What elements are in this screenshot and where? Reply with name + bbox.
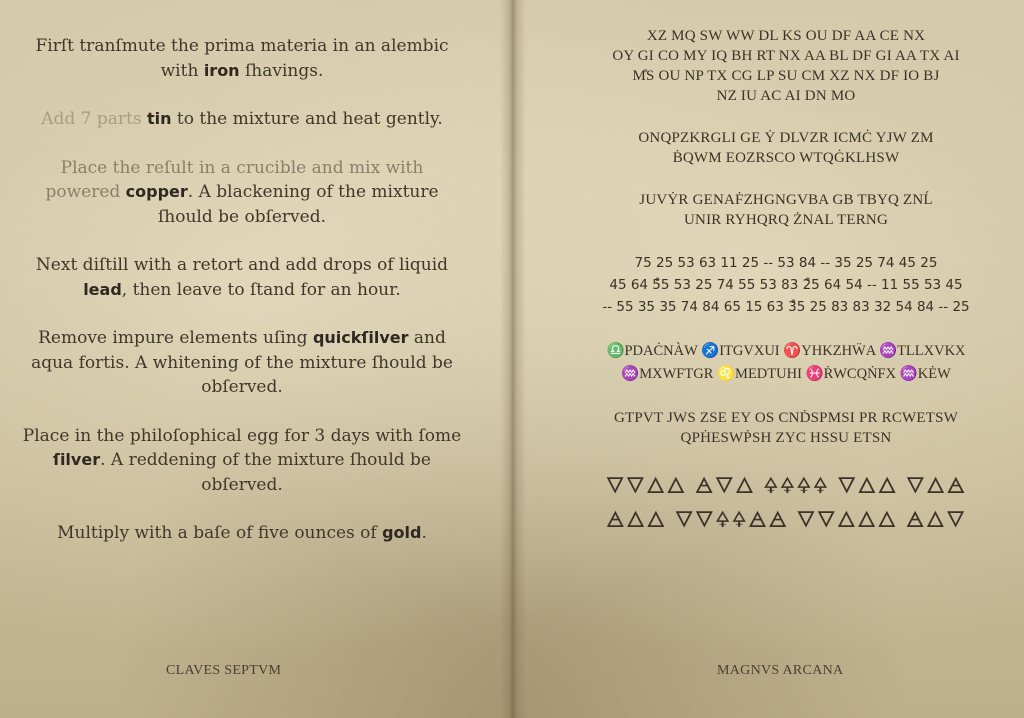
step-1: Firſt tranſmute the prima materia in an alembic with iron ſhavings. — [35, 36, 449, 81]
keyword-copper: copper — [125, 182, 188, 201]
keyword-gold: gold — [382, 523, 422, 542]
cipher-line: -- 55 35 35 74 84 65 15 63 3̊5 25 83 83 32 54 84 -- 25 — [602, 299, 970, 315]
cipher-line: NZ IU AC AI DN MO — [716, 88, 856, 104]
step-3: Place the reſult in a crucible and mix with powered copper. A blackening of the mixture ſhould be obſerved. — [45, 157, 439, 227]
cipher-block-zodiac — [556, 340, 1016, 386]
cipher-line: XZ MQ SW WW DL KS OU DF AA CE NX — [646, 28, 926, 44]
cipher-line: OY GI CO MY IQ BH RT NX AA BL DF GI AA TX AI — [612, 48, 960, 64]
cipher-line: M̊S OU NP TX CG LP SU CM XZ NX DF IO BJ — [632, 68, 940, 84]
cipher-section — [556, 26, 1016, 538]
glyph-line: 🜄🜄🜂🜂 🜁🜄🜂 🜍🜍🜍🜍 🜄🜂🜂 🜄🜂🜁 — [605, 474, 967, 499]
cipher-line: QPḢESWṖSH ZYC HSSU ETSN — [680, 430, 892, 446]
step-2: Add 7 parts tin to the mixture and heat gently. — [41, 109, 443, 129]
cipher-block-numbers — [556, 252, 1016, 318]
book-spine — [500, 0, 526, 718]
cipher-line: 75 25 53 63 11 25 -- 53 84 -- 35 25 74 45 25 — [634, 255, 938, 271]
keyword-quicksilver: quickſilver — [312, 328, 409, 347]
keyword-iron: iron — [203, 60, 240, 80]
cipher-line: ḂQWM EOZRSCO WTQĠKLHSW — [672, 150, 900, 166]
cipher-block-3 — [556, 190, 1016, 230]
cipher-line: 45 64 5̊5 53 25 74 55 53 83 2̊5 64 54 -- 11 55 53 45 — [609, 277, 963, 293]
right-page-footer: MAGNVS ARCANA — [717, 663, 844, 678]
cipher-line: ♒MXWFTGR ♌MEDTUHI ♓ṘWCQṄFX ♒KĖW — [621, 366, 951, 382]
left-page-footer: CLAVES SEPTVM — [166, 663, 282, 678]
step-6: Place in the philoſophical egg for 3 days with ſome ſilver. A reddening of the mixture ſhould be obſerved. — [22, 425, 462, 495]
step-4: Next diſtill with a retort and add drops of liquid lead, then leave to ſtand for an hour. — [35, 255, 449, 300]
alchemy-instructions — [22, 34, 462, 570]
cipher-line: UNIR RYHQRQ ŻNAL TERNG — [684, 212, 888, 228]
keyword-tin: tin — [146, 109, 172, 128]
keyword-lead: lead — [83, 279, 122, 299]
cipher-line: GTPVT JWS ZSE EY OS CNḊSPMSI PR RCWETSW — [613, 410, 959, 426]
step-7: Multiply with a baſe of five ounces of gold. — [57, 523, 427, 543]
cipher-block-2 — [556, 128, 1016, 168]
glyph-line: 🜁🜂🜂 🜄🜄🜍🜍🜁🜁 🜄🜄🜂🜂🜂 🜁🜂🜄 — [605, 508, 967, 533]
cipher-block-1 — [556, 26, 1016, 106]
keyword-silver: ſilver — [52, 450, 101, 469]
cipher-block-5 — [556, 408, 1016, 448]
cipher-line: ♎PDAĊNÀW ♐ITGVXUI ♈YHKZHẄA ♒TLLXVKX — [606, 343, 966, 359]
step-5: Remove impure elements uſing quickſilver and aqua fortis. A whitening of the mixture ſhould be obſerved. — [31, 328, 453, 397]
cipher-line: ONQPZKRGLI GE Ẏ DLVZR ICMĊ YJW ZM — [638, 130, 934, 146]
cipher-line: JUVẎR GENAḞZHGNGVBA GB TBYQ ZNĹ — [639, 192, 933, 208]
alchemical-glyph-block — [556, 470, 1016, 538]
